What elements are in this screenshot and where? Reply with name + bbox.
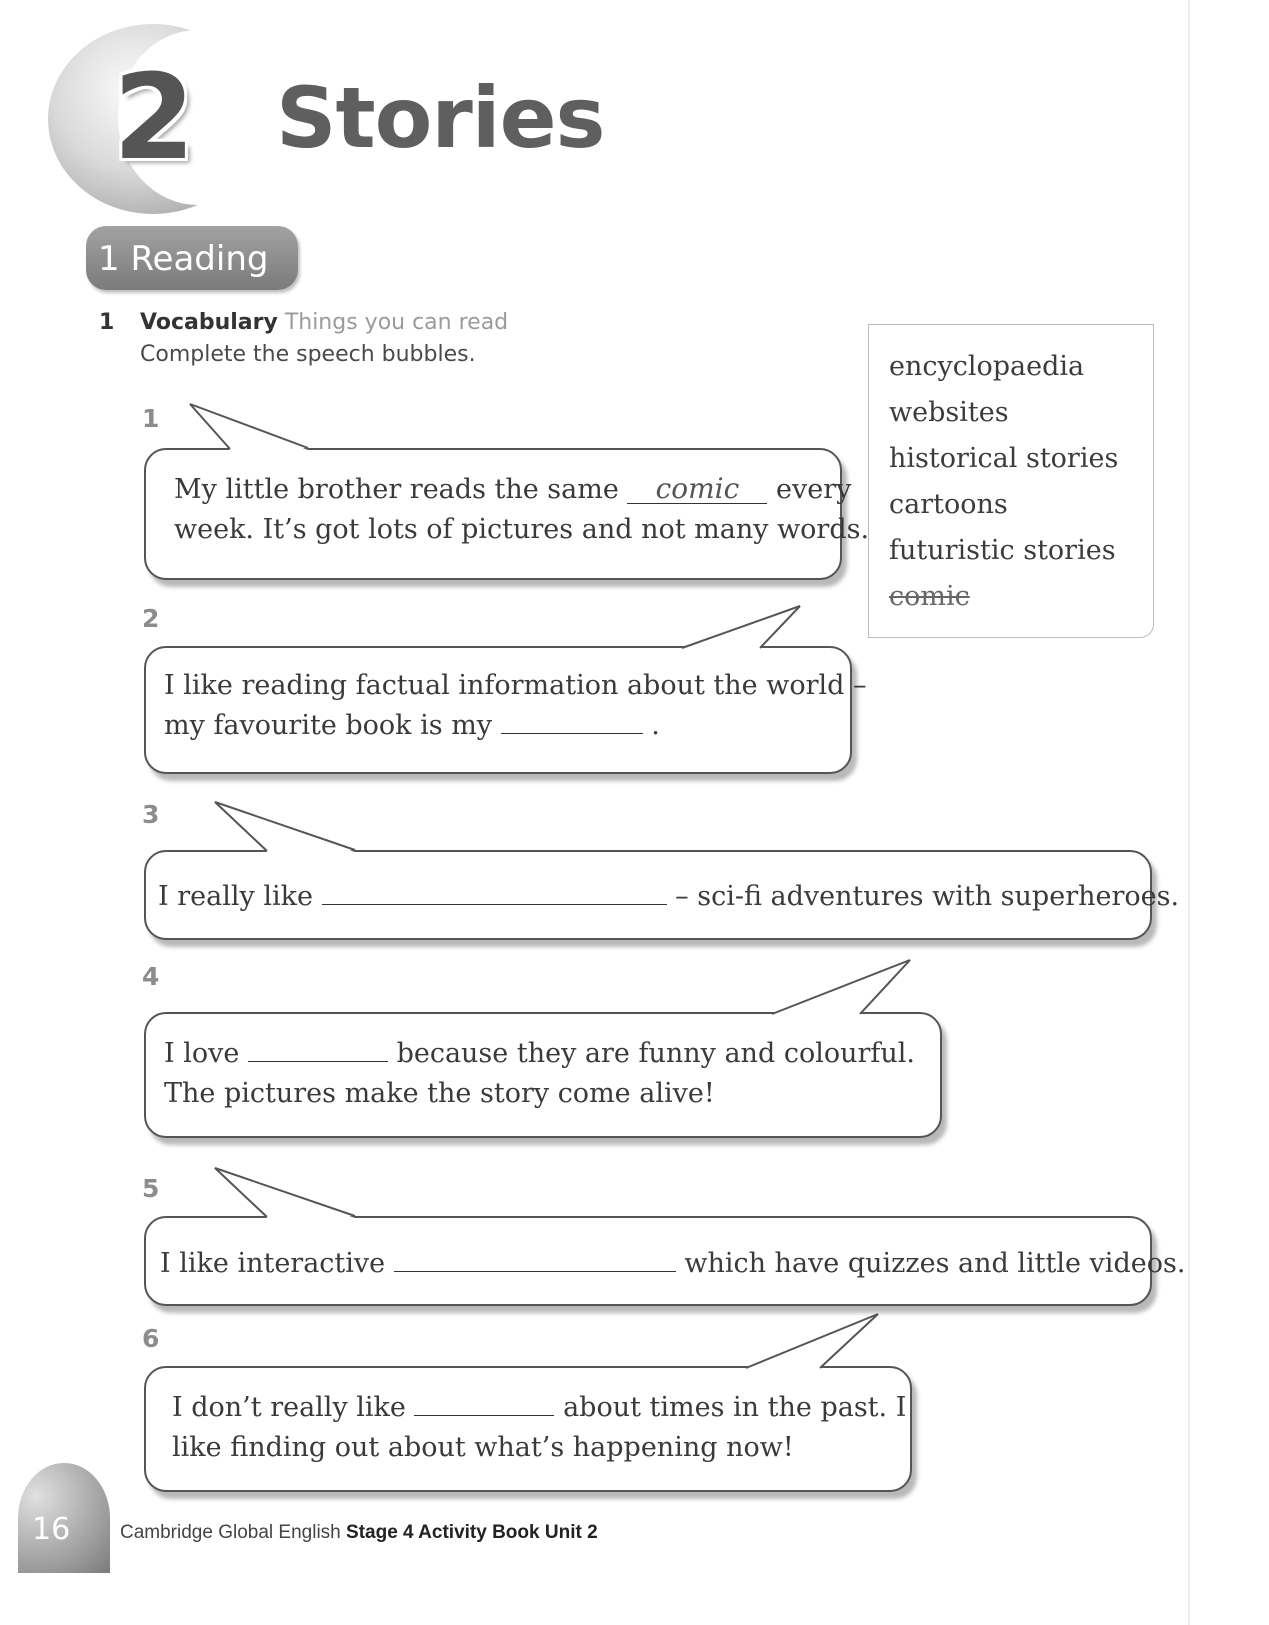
bubble-text: which have quizzes and little videos.	[684, 1248, 1186, 1279]
page-edge	[1188, 0, 1190, 1625]
footer-text	[120, 1522, 598, 1544]
bubble-text: my favourite book is my	[164, 710, 493, 741]
answer-blank[interactable]	[248, 1041, 388, 1062]
item-number: 2	[142, 604, 160, 633]
unit-number: 2	[112, 48, 192, 186]
exercise-heading	[140, 310, 508, 335]
speech-bubble-tail	[736, 1312, 896, 1370]
bubble-text-line	[160, 1244, 1185, 1284]
word-box	[868, 324, 1154, 638]
word-item: historical stories	[889, 443, 1119, 474]
bubble-text: – sci-fi adventures with superheroes.	[675, 881, 1180, 912]
word-item: futuristic stories	[889, 535, 1116, 566]
speech-bubble-tail	[180, 400, 320, 452]
bubble-text: because they are funny and colourful.	[396, 1038, 915, 1069]
answer-blank-filled[interactable]: comic	[627, 475, 767, 504]
bubble-text: My little brother reads the same	[174, 474, 619, 505]
bubble-text: I don’t really like	[172, 1392, 406, 1423]
bubble-text-line: like finding out about what’s happening now!	[172, 1432, 794, 1463]
answer-blank[interactable]	[414, 1395, 554, 1416]
footer-text-bold: Stage 4 Activity Book Unit 2	[346, 1522, 598, 1543]
speech-bubble-tail	[760, 958, 920, 1016]
bubble-text-line	[164, 706, 660, 746]
bubble-text-line	[164, 1034, 915, 1074]
word-item: websites	[889, 397, 1009, 428]
bubble-text: I like interactive	[160, 1248, 386, 1279]
bubble-text: I really like	[158, 881, 313, 912]
exercise-number: 1	[99, 310, 115, 335]
unit-title: Stories	[276, 69, 605, 167]
page-number: 16	[32, 1512, 71, 1547]
item-number: 6	[142, 1324, 160, 1353]
exercise-instruction: Complete the speech bubbles.	[140, 342, 476, 367]
answer-blank[interactable]	[322, 884, 667, 905]
item-number: 3	[142, 800, 160, 829]
speech-bubble-tail	[205, 1164, 365, 1220]
bubble-text-line	[158, 877, 1179, 917]
bubble-text: I love	[164, 1038, 240, 1069]
bubble-text-line: The pictures make the story come alive!	[164, 1078, 715, 1109]
bubble-text: .	[651, 710, 660, 741]
speech-bubble-tail	[660, 604, 810, 650]
exercise-heading-bold: Vocabulary	[140, 310, 278, 335]
bubble-text-line	[174, 470, 851, 510]
answer-blank[interactable]	[501, 713, 643, 734]
item-number: 4	[142, 962, 160, 991]
exercise-heading-sub: Things you can read	[284, 310, 509, 335]
word-item: encyclopaedia	[889, 351, 1085, 382]
bubble-text: every	[776, 474, 852, 505]
footer-text-plain: Cambridge Global English	[120, 1522, 347, 1543]
bubble-text-line: I like reading factual information about the world –	[164, 670, 867, 701]
bubble-text-line	[172, 1388, 906, 1428]
bubble-text: about times in the past. I	[563, 1392, 907, 1423]
answer-blank[interactable]	[394, 1251, 676, 1272]
bubble-text-line: week. It’s got lots of pictures and not many words.	[174, 514, 870, 545]
item-number: 5	[142, 1174, 160, 1203]
section-label: 1 Reading	[98, 239, 269, 279]
speech-bubble-tail	[205, 798, 365, 854]
word-item-crossed-out: comic	[889, 581, 970, 612]
item-number: 1	[142, 404, 160, 433]
word-item: cartoons	[889, 489, 1008, 520]
